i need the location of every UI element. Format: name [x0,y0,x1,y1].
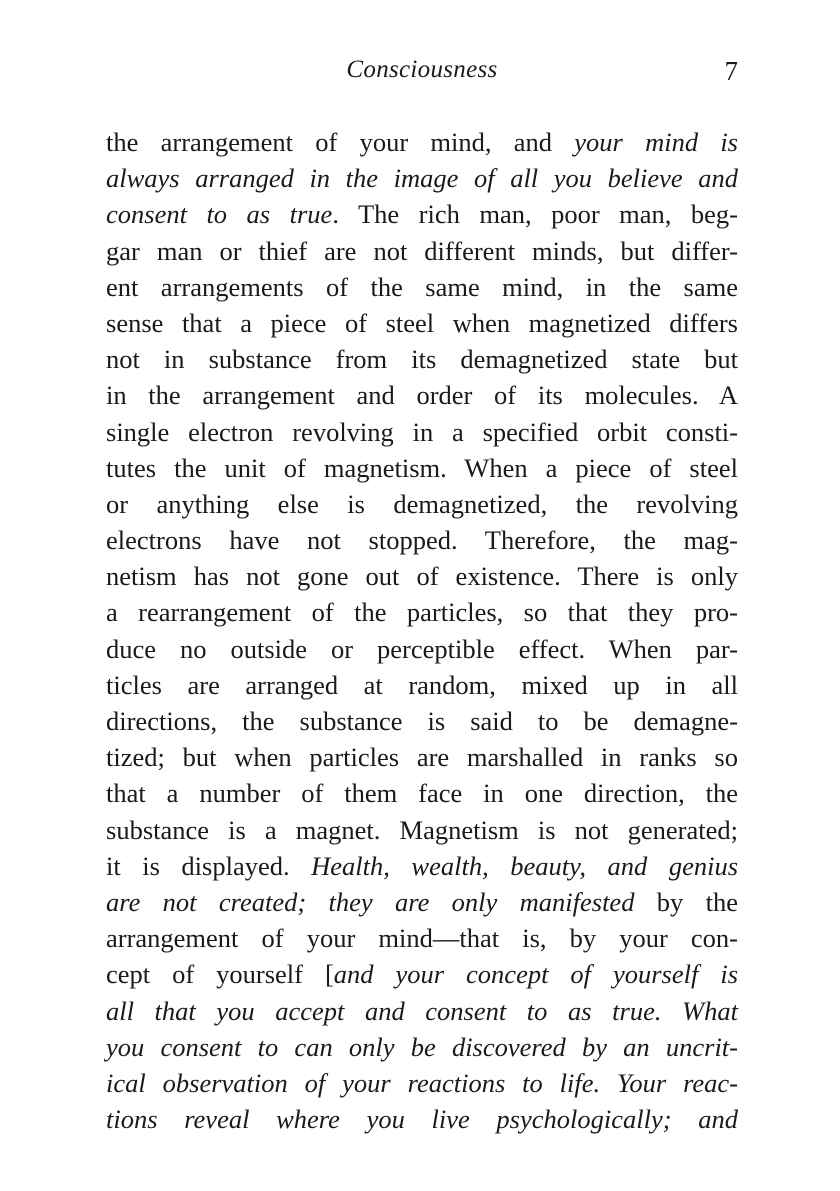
line-italic: tions reveal where you live psychologically; and [106,1104,738,1135]
line-italic: all that you accept and consent to as true. What [106,995,738,1026]
text-line [106,1065,738,1101]
line-roman: it is displayed. [106,850,312,881]
line-italic: always arranged in the image of all you believe and [106,163,738,194]
text-line [106,884,738,920]
text-line: duce no outside or perceptible effect. When par- [106,633,738,664]
text-line [106,956,738,992]
text-line: or anything else is demagnetized, the revolving [106,488,738,519]
text-line: a rearrangement of the particles, so that they pro- [106,597,738,628]
text-line: ticles are arranged at random, mixed up in all [106,669,738,700]
line-italic: your mind is [574,127,738,157]
text-line: arrangement of your mind—that is, by your con- [106,923,738,954]
text-line: sense that a piece of steel when magnetized differs [106,307,738,338]
text-line: not in substance from its demagnetized state but [106,344,738,375]
text-line: that a number of them face in one direction, the [106,778,738,809]
line-italic: Health, wealth, beauty, and genius [311,850,739,881]
text-line: single electron revolving in a specified orbit consti- [106,416,738,447]
body-paragraph [106,124,738,1137]
line-roman: cept of yourself [ [106,959,334,990]
text-line [106,1101,738,1137]
text-line: netism has not gone out of existence. There is only [106,561,738,592]
running-title: Consciousness [346,56,498,83]
running-head [106,56,738,92]
line-italic: consent to as true [106,199,333,230]
text-line: directions, the substance is said to be demagne- [106,706,738,736]
text-line: electrons have not stopped. Therefore, the mag- [106,525,738,556]
text-line: in the arrangement and order of its molecules. A [106,380,738,411]
text-line [106,1029,738,1065]
text-line: substance is a magnet. Magnetism is not generated; [106,814,738,845]
text-line: tized; but when particles are marshalled in ranks so [106,742,738,773]
text-line: gar man or thief are not different minds, but differ- [106,235,738,266]
text-line: tutes the unit of magnetism. When a piece of steel [106,452,738,483]
line-italic: and your concept of yourself is [333,959,739,990]
text-line [106,848,738,884]
text-line: ent arrangements of the same mind, in the same [106,271,738,302]
line-italic: you consent to can only be discovered by an uncrit- [106,1031,738,1062]
text-line [106,124,738,160]
line-italic: are not created; they are only manifested [106,886,635,917]
line-roman: . The rich man, poor man, beg- [332,199,738,230]
text-line [106,196,738,232]
line-italic: ical observation of your reactions to life. Your reac- [106,1067,738,1098]
line-roman: by the [634,886,739,917]
text-line [106,160,738,196]
text-line [106,993,738,1029]
line-roman: the arrangement of your mind, and [106,127,575,157]
page-number: 7 [724,56,738,86]
